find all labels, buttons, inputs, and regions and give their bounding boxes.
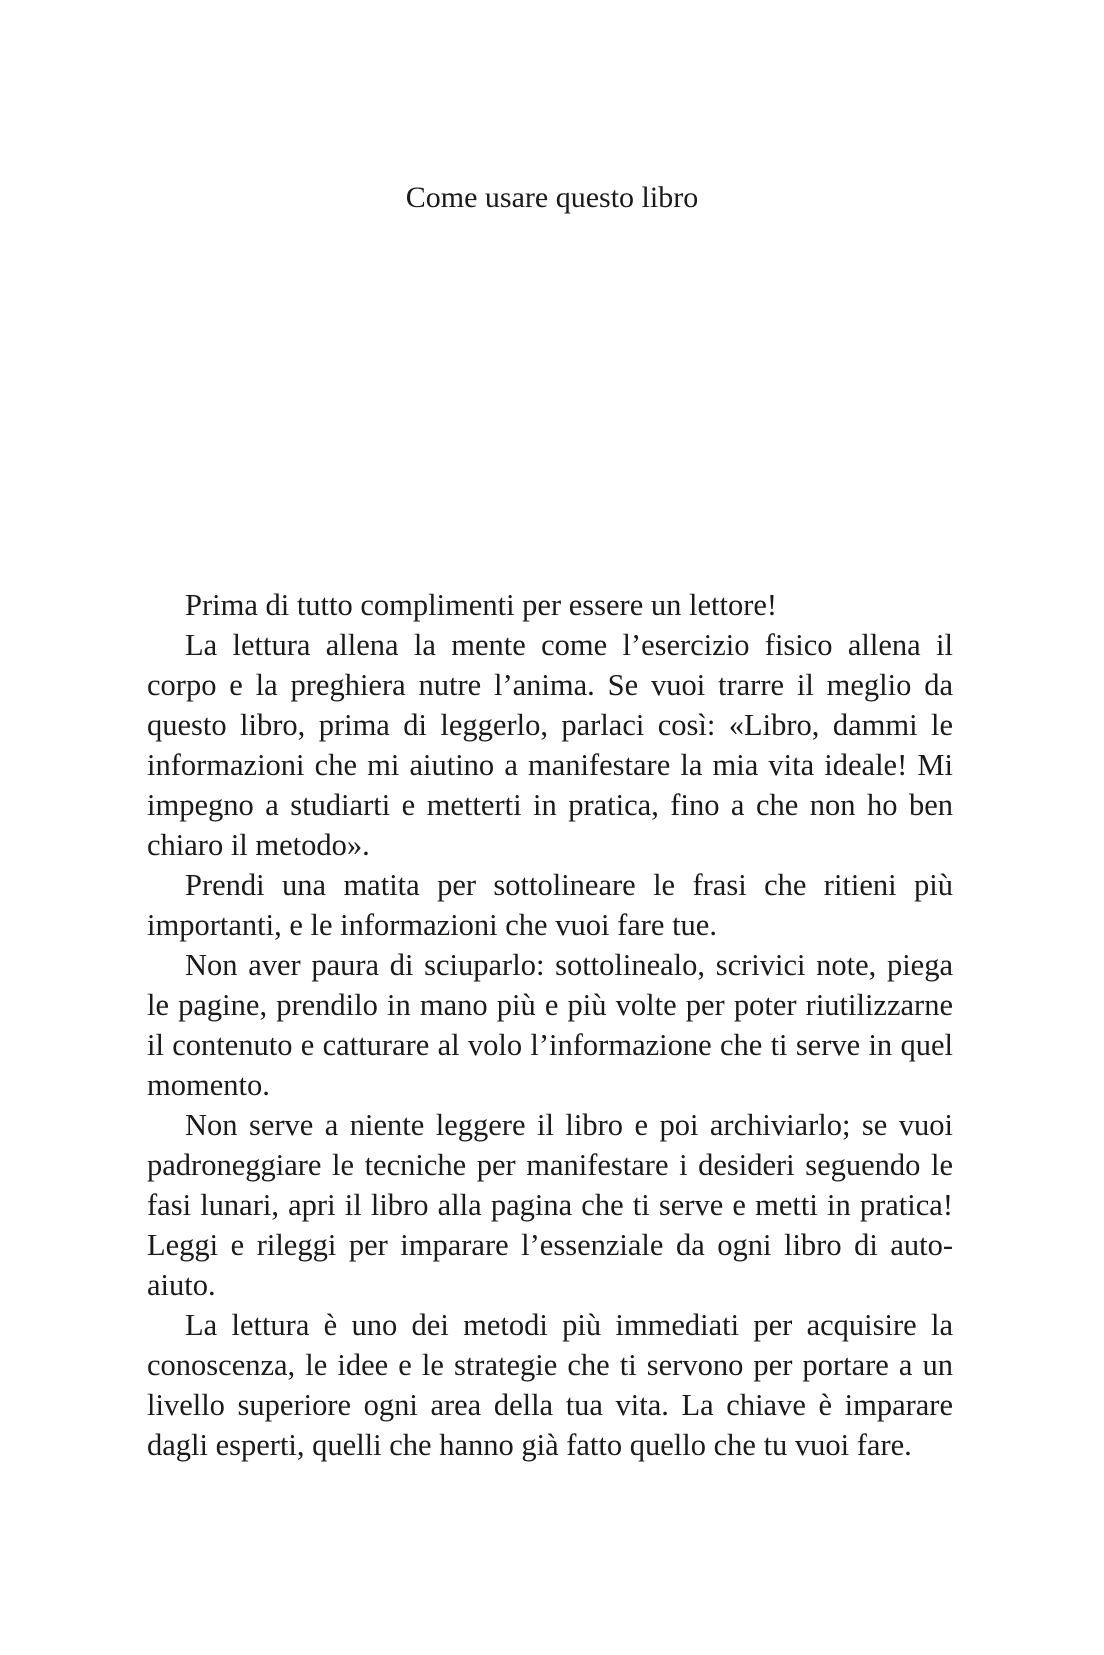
paragraph: La lettura allena la mente come l’esercizio fisico allena il corpo e la preghiera nutre l’anima. Se vuoi trarre il meglio da questo libro, prima di leggerlo, parlaci così: «Libro, dammi le informazioni che mi aiutino a manifestare la mia vita ideale! Mi impegno a studiarti e metterti in pratica, fino a che non ho ben chiaro il metodo». bbox=[147, 628, 953, 862]
paragraph: La lettura è uno dei metodi più immediati per acquisire la conoscenza, le idee e le strategie che ti servono per portare a un livello superiore ogni area della tua vita. La chiave è imparare dagli esperti, quelli che hanno già fatto quello che tu vuoi fare. bbox=[147, 1308, 953, 1462]
paragraph: Prima di tutto complimenti per essere un lettore! bbox=[185, 588, 778, 622]
paragraph: Non aver paura di sciuparlo: sottolinealo, scrivici note, piega le pagine, prendilo in mano più e più volte per poter riutilizzarne il contenuto e catturare al volo l’informazione che ti serve in quel momento. bbox=[147, 948, 953, 1102]
paragraph: Non serve a niente leggere il libro e poi archiviarlo; se vuoi padroneggiare le tecniche per manifestare i desideri seguendo le fasi lunari, apri il libro alla pagina che ti serve e metti in pratica! Leggi e rileggi per imparare l’essenziale da ogni libro di auto-aiuto. bbox=[147, 1108, 953, 1302]
body-text bbox=[147, 585, 953, 1465]
paragraph: Prendi una matita per sottolineare le frasi che ritieni più importanti, e le informazioni che vuoi fare tue. bbox=[147, 868, 953, 942]
chapter-title: Come usare questo libro bbox=[405, 181, 699, 214]
